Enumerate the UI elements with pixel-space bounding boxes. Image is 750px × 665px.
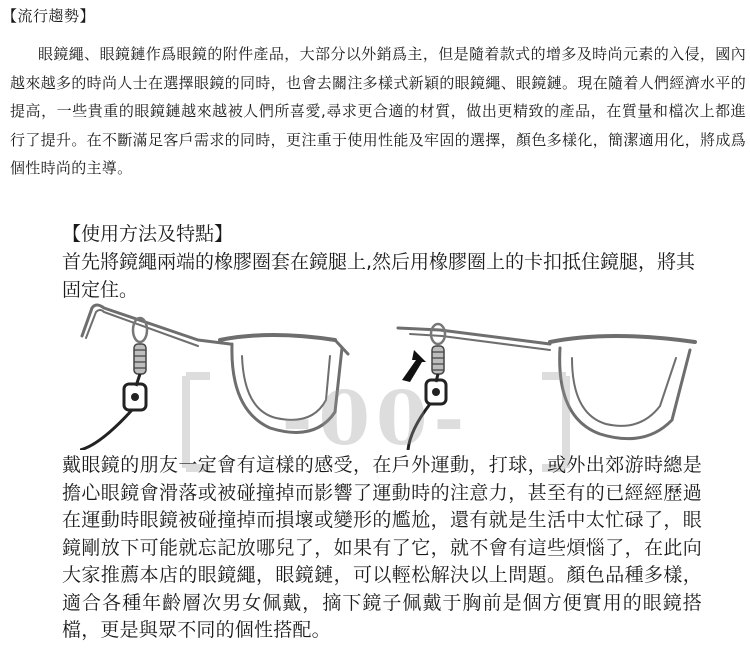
usage-paragraph: 首先將鏡繩兩端的橡膠圈套在鏡腿上,然后用橡膠圈上的卡扣抵住鏡腿，將其固定住。: [62, 251, 696, 301]
usage-heading: 【使用方法及特點】: [62, 223, 234, 245]
trend-paragraph: 眼鏡繩、眼鏡鏈作爲眼鏡的附件產品，大部分以外銷爲主，但是隨着款式的增多及時尚元素的入侵，國內越來越多的時尚人士在選擇眼鏡的同時，也會去關注多樣式新穎的眼鏡繩、眼鏡鏈。現在隨着人們經濟水平的提高，一些貴重的眼鏡鏈越來越被人們所喜愛,尋求更合適的材質，做出更精致的產品，在質量和檔次上都進行了提升。在不斷滿足客戶需求的同時，更注重于使用性能及牢固的選擇，顏色多樣化，簡潔適用化，將成爲個性時尚的主導。: [10, 45, 746, 177]
watermark-text: -00-: [281, 376, 471, 462]
trend-heading: 【流行趨勢】: [2, 7, 96, 25]
description-paragraph: 戴眼鏡的朋友一定會有這樣的感受，在戶外運動，打球，或外出郊游時總是擔心眼鏡會滑落或被碰撞掉而影響了運動時的注意力，甚至有的已經經歷過在運動時眼鏡被碰撞掉而損壞或變形的尷尬，還有就是生活中太忙碌了，眼鏡剛放下可能就忘記放哪兒了，如果有了它，就不會有這些煩惱了，在此向大家推薦本店的眼鏡繩，眼鏡鏈，可以輕松解決以上問題。顏色品種多樣，適合各種年齡層次男女佩戴，摘下鏡子佩戴于胸前是個方便實用的眼鏡搭檔，更是與眾不同的個性搭配。: [62, 454, 702, 641]
cord-left-drawing: [80, 318, 147, 450]
